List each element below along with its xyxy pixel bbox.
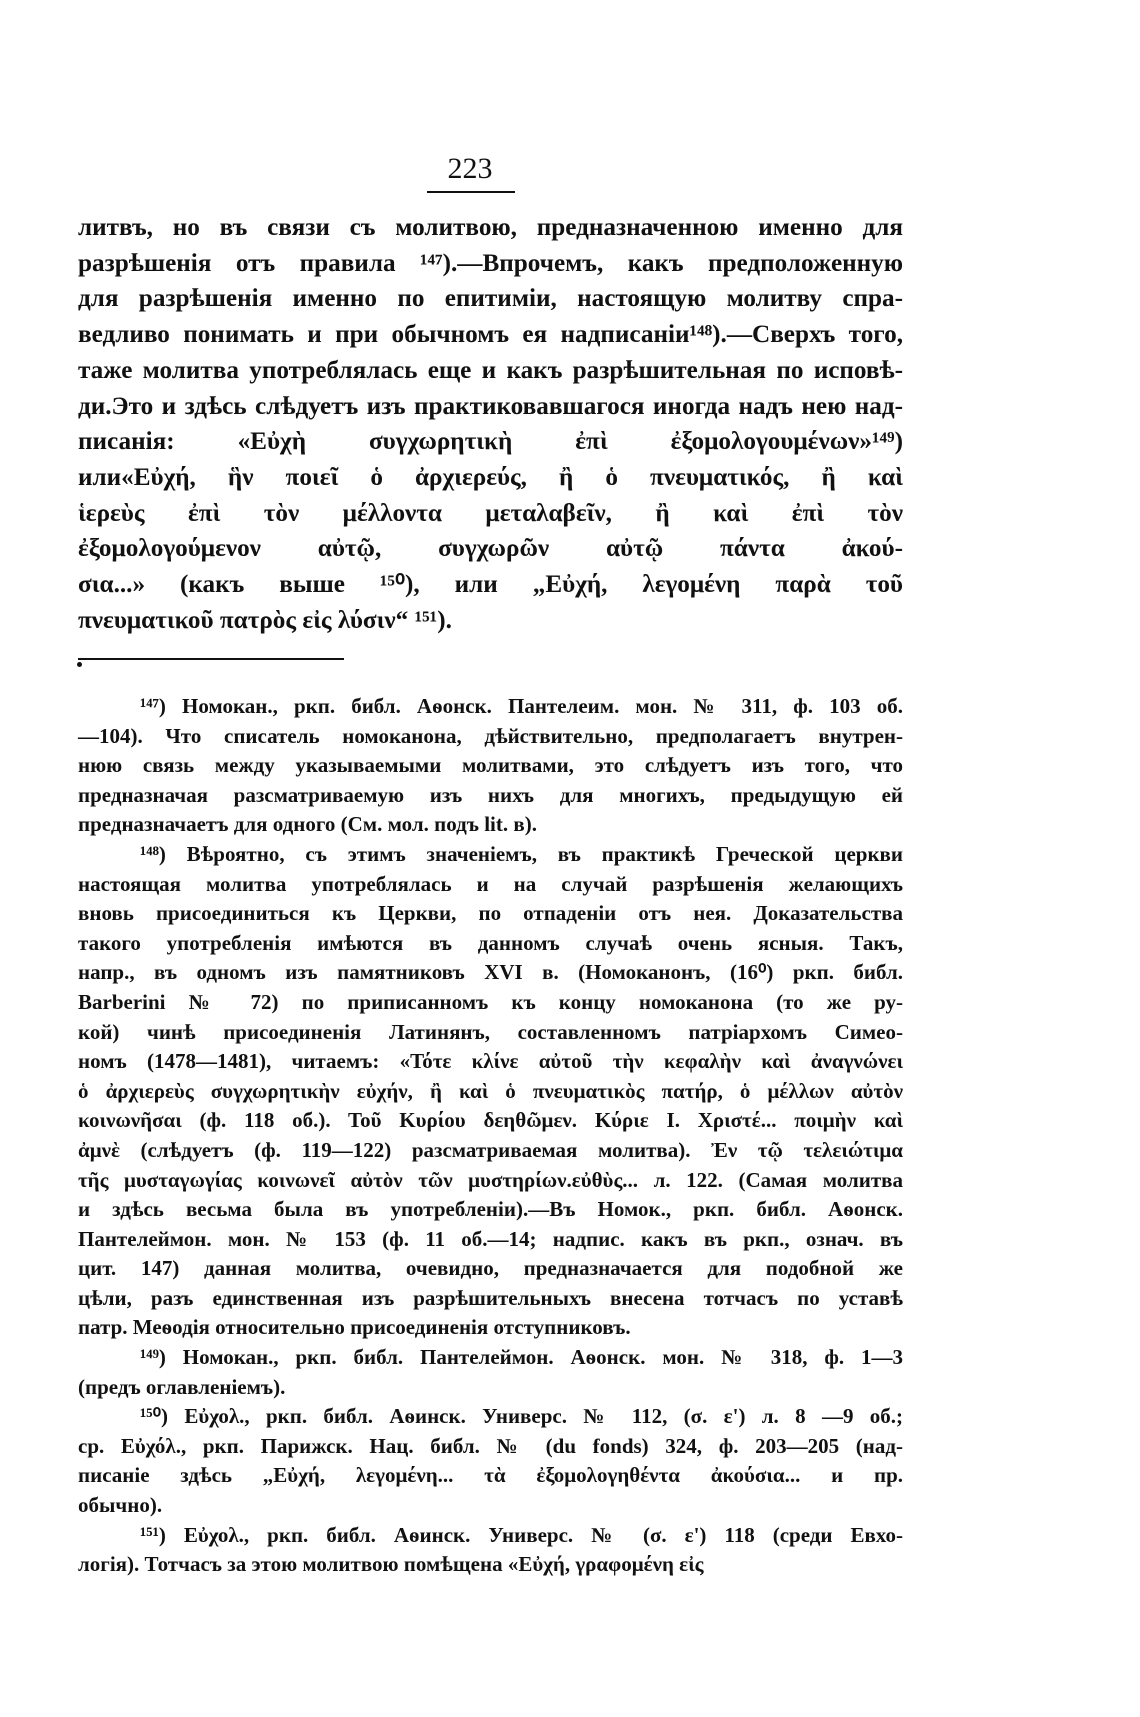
main-line: разрѣшенія отъ правила ¹⁴⁷).—Впрочемъ, какъ предположенную [78,249,903,277]
footnote-line: вновь присоединиться къ Церкви, по отпаденіи отъ нея. Доказательства [78,901,903,926]
footnote-line: предназначаетъ для одного (См. мол. подъ lit. в). [78,812,537,837]
footnote-line: ¹⁴⁷) Номокан., ркп. библ. Аѳонск. Пантелеим. мон. № 311, ф. 103 об. [140,694,903,718]
main-line: ведливо понимать и при обычномъ ея надписаніи¹⁴⁸).—Сверхъ того, [78,321,903,349]
footnote-line: писаніе здѣсь „Εὐχή, λεγομένη... τὰ ἐξομολογηθέντα ἀκούσια... и пр. [78,1463,903,1488]
footnote-divider-dot [77,662,82,667]
footnotes [78,692,903,1580]
footnote-line: логія). Тотчасъ за этою молитвою помѣщена «Εὐχή, γραφομένη εἰς [78,1552,704,1577]
footnote-line: Barberini № 72) по приписанномъ къ концу номоканона (то же ру- [78,989,903,1014]
main-line: σια...» (какъ выше ¹⁵⁰), или „Εὐχή, λεγομένη παρὰ τοῦ [78,571,903,599]
footnote-line: такого употребленія имѣются въ данномъ случаѣ очень ясныя. Такъ, [78,930,903,955]
footnote-line: τῆς μυσταγωγίας κοινωνεῖ αὐτὸν τῶν μυστηρίων.εὐθὺς... л. 122. (Самая молитва [78,1167,903,1192]
footnote-line: номъ (1478—1481), читаемъ: «Τότε κλίνε αὐτοῦ τὴν κεφαλὴν καὶ ἀναγνώνει [78,1049,903,1074]
footnote-divider [78,658,344,660]
main-line: литвъ, но въ связи съ молитвою, предназначенною именно для [78,214,903,241]
footnote-line: Пантелеймон. мон. № 153 (ф. 11 об.—14; надпис. какъ въ ркп., означ. въ [78,1226,903,1251]
footnote-line: (предъ оглавленіемъ). [78,1374,286,1399]
footnote-line: напр., въ одномъ изъ памятниковъ XVI в. (Номоканонъ, (16⁰) ркп. библ. [78,960,903,985]
footnote-line: ὁ ἀρχιερεὺς συγχωρητικὴν εὐχήν, ἢ καὶ ὁ πνευματικὸς πατήρ, ὁ μέλλων αὐτὸν [78,1078,903,1103]
footnote-line: патр. Меѳодія относительно присоединенія отступниковъ. [78,1315,631,1340]
footnote-line: цит. 147) данная молитва, очевидно, предназначается для подобной же [78,1256,903,1281]
main-line: писанія: «Εὐχὴ συγχωρητικὴ ἐπὶ ἐξομολογουμένων»¹⁴⁹) [78,428,903,456]
footnote-line: —104). Что списатель номоканона, дѣйствительно, предполагаетъ внутрен- [78,723,903,748]
main-line: таже молитва употреблялась еще и какъ разрѣшительная по исповѣ- [78,356,903,384]
footnote-line: настоящая молитва употреблялась и на случай разрѣшенія желающихъ [78,871,903,896]
footnote-line: ¹⁵⁰) Εὐχολ., ркп. библ. Аѳинск. Универс. № 112, (σ. ε') л. 8 —9 об.; [140,1404,903,1429]
main-line: ἱερεὺς ἐπὶ τὸν μέλλοντα μεταλαβεῖν, ἢ καὶ ἐπὶ τὸν [78,499,903,527]
footnote-line: предназначая разсматриваемую изъ нихъ для многихъ, предыдущую ей [78,782,903,807]
footnote-line: кой) чинѣ присоединенія Латинянъ, составленномъ патріархомъ Симео- [78,1019,903,1044]
footnote-line: ср. Εὐχόλ., ркп. Парижск. Нац. библ. № (du fonds) 324, ф. 203—205 (над- [78,1433,903,1458]
main-line: или«Εὐχή, ἣν ποιεῖ ὁ ἀρχιερεύς, ἢ ὁ πνευματικός, ἢ καὶ [78,463,903,491]
footnote-line: обычно). [78,1493,163,1518]
main-line: ди.Это и здѣсь слѣдуетъ изъ практиковавшагося иногда надъ нею над- [78,392,903,420]
footnote-line: κοινωνῆσαι (ф. 118 об.). Τοῦ Κυρίου δεηθῶμεν. Κύριε I. Χριστέ... ποιμὴν καὶ [78,1108,903,1133]
footnote-line: и здѣсь весьма была въ употребленіи).—Въ Номок., ркп. библ. Аѳонск. [78,1197,903,1222]
footnote-line: ¹⁴⁸) Вѣроятно, съ этимъ значеніемъ, въ практикѣ Греческой церкви [140,841,903,866]
footnote-line: цѣли, разъ единственная изъ разрѣшительныхъ внесена тотчасъ по уставѣ [78,1285,903,1310]
page-number-underline [427,191,515,193]
main-line: для разрѣшенія именно по епитиміи, настоящую молитву спра- [78,285,903,313]
footnote-line: нюю связь между указываемыми молитвами, это слѣдуетъ изъ того, что [78,753,903,778]
footnote-line: ¹⁵¹) Εὐχολ., ркп. библ. Аѳинск. Универс. № (σ. ε') 118 (среди Евхо- [140,1522,903,1547]
main-line: πνευματικοῦ πατρὸς εἰς λύσιν“ ¹⁵¹). [78,606,452,634]
footnote-line: ¹⁴⁹) Номокан., ркп. библ. Пантелеймон. Аѳонск. мон. № 318, ф. 1—3 [140,1345,903,1370]
footnote-line: ἀμνὲ (слѣдуетъ (ф. 119—122) разсматриваемая молитва). Ἐν τῷ τελειώτιμα [78,1137,903,1162]
page-number: 223 [447,152,493,185]
main-text [78,210,903,638]
main-line: ἐξομολογούμενον αὐτῷ, συγχωρῶν αὐτῷ πάντα ἀκού- [78,535,903,563]
